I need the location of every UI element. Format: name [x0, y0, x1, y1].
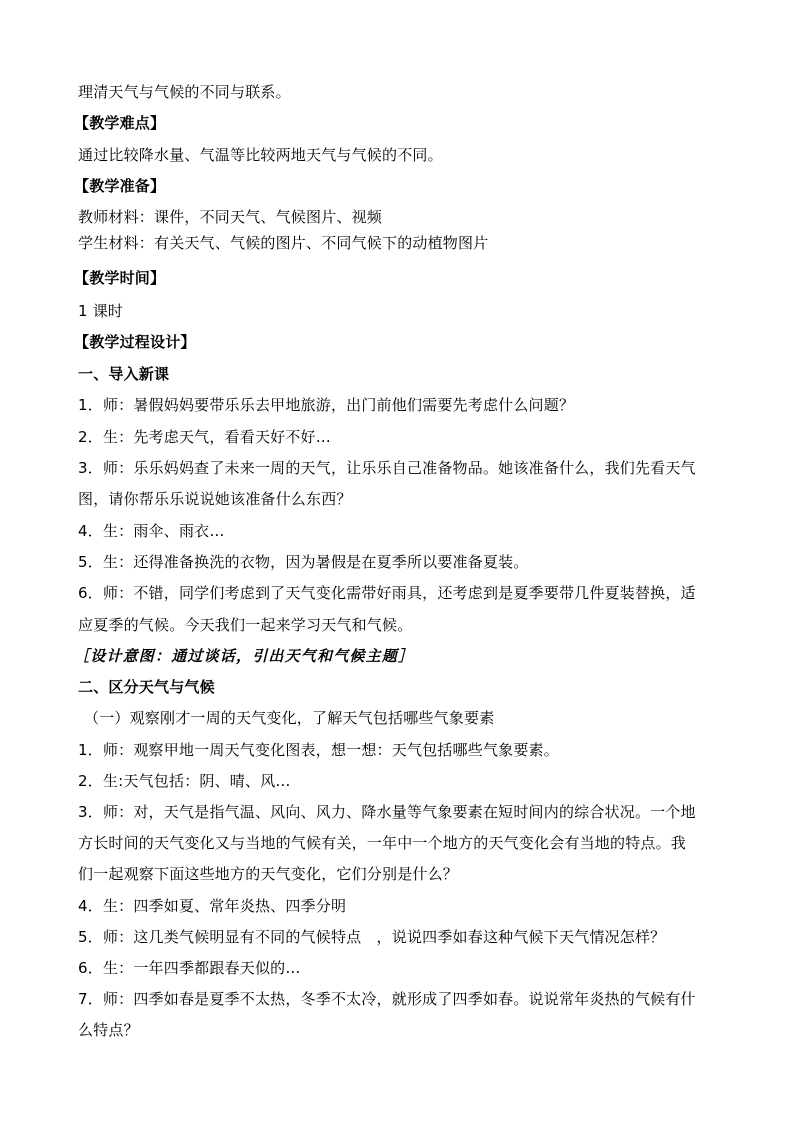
text-line: 应夏季的气候。今天我们一起来学习天气和气候。 [78, 616, 413, 634]
text-line: （一）观察刚才一周的天气变化，了解天气包括哪些气象要素 [84, 709, 495, 727]
text-line: 方长时间的天气变化又与当地的气候有关，一年中一个地方的天气变化会有当地的特点。我 [78, 834, 687, 852]
section-heading: 【教学过程设计】 [74, 333, 196, 351]
design-intent-note: ［设计意图：通过谈话，引出天气和气候主题］ [74, 647, 415, 665]
text-line: 们一起观察下面这些地方的天气变化，它们分别是什么？ [78, 865, 459, 883]
text-line: 教师材料：课件，不同天气、气候图片、视频 [78, 208, 383, 226]
text-line: 1．师：暑假妈妈要带乐乐去甲地旅游，出门前他们需要先考虑什么问题？ [78, 396, 575, 414]
text-line: 6．师：不错，同学们考虑到了天气变化需带好雨具，还考虑到是夏季要带几件夏装替换，适 [78, 584, 696, 602]
text-line: 图，请你帮乐乐说说她该准备什么东西？ [78, 490, 352, 508]
section-heading: 【教学准备】 [74, 177, 166, 195]
text-line: 1．师：观察甲地一周天气变化图表，想一想：天气包括哪些气象要素。 [78, 741, 559, 759]
text-line: 2．生:天气包括：阴、晴、风… [78, 772, 291, 790]
text-line: 么特点？ [78, 1021, 139, 1039]
subsection-heading: 一、导入新课 [78, 365, 170, 383]
section-heading: 【教学难点】 [74, 114, 166, 132]
text-line: 理清天气与气候的不同与联系。 [78, 83, 291, 101]
text-line: 学生材料：有关天气、气候的图片、不同气候下的动植物图片 [78, 234, 489, 252]
text-line: 7．师：四季如春是夏季不太热，冬季不太冷，就形成了四季如春。说说常年炎热的气候有什 [78, 990, 696, 1008]
text-line: 5．师：这几类气候明显有不同的气候特点 ，说说四季如春这种气候下天气情况怎样？ [78, 928, 666, 946]
text-line: 6．生：一年四季都跟春天似的… [78, 959, 301, 977]
section-heading: 【教学时间】 [74, 269, 166, 287]
text-line: 4．生：雨伞、雨衣… [78, 522, 225, 540]
text-line: 3．师：乐乐妈妈查了未来一周的天气，让乐乐自己准备物品。她该准备什么，我们先看天气 [78, 459, 696, 477]
subsection-heading: 二、区分天气与气候 [78, 678, 215, 696]
text-line: 3．师：对，天气是指气温、风向、风力、降水量等气象要素在短时间内的综合状况。一个地 [78, 803, 696, 821]
text-line: 4．生：四季如夏、常年炎热、四季分明 [78, 897, 347, 915]
text-line: 5．生：还得准备换洗的衣物，因为暑假是在夏季所以要准备夏装。 [78, 553, 529, 571]
text-line: 1 课时 [78, 302, 124, 320]
text-line: 通过比较降水量、气温等比较两地天气与气候的不同。 [78, 146, 443, 164]
text-line: 2．生：先考虑天气，看看天好不好… [78, 428, 331, 446]
